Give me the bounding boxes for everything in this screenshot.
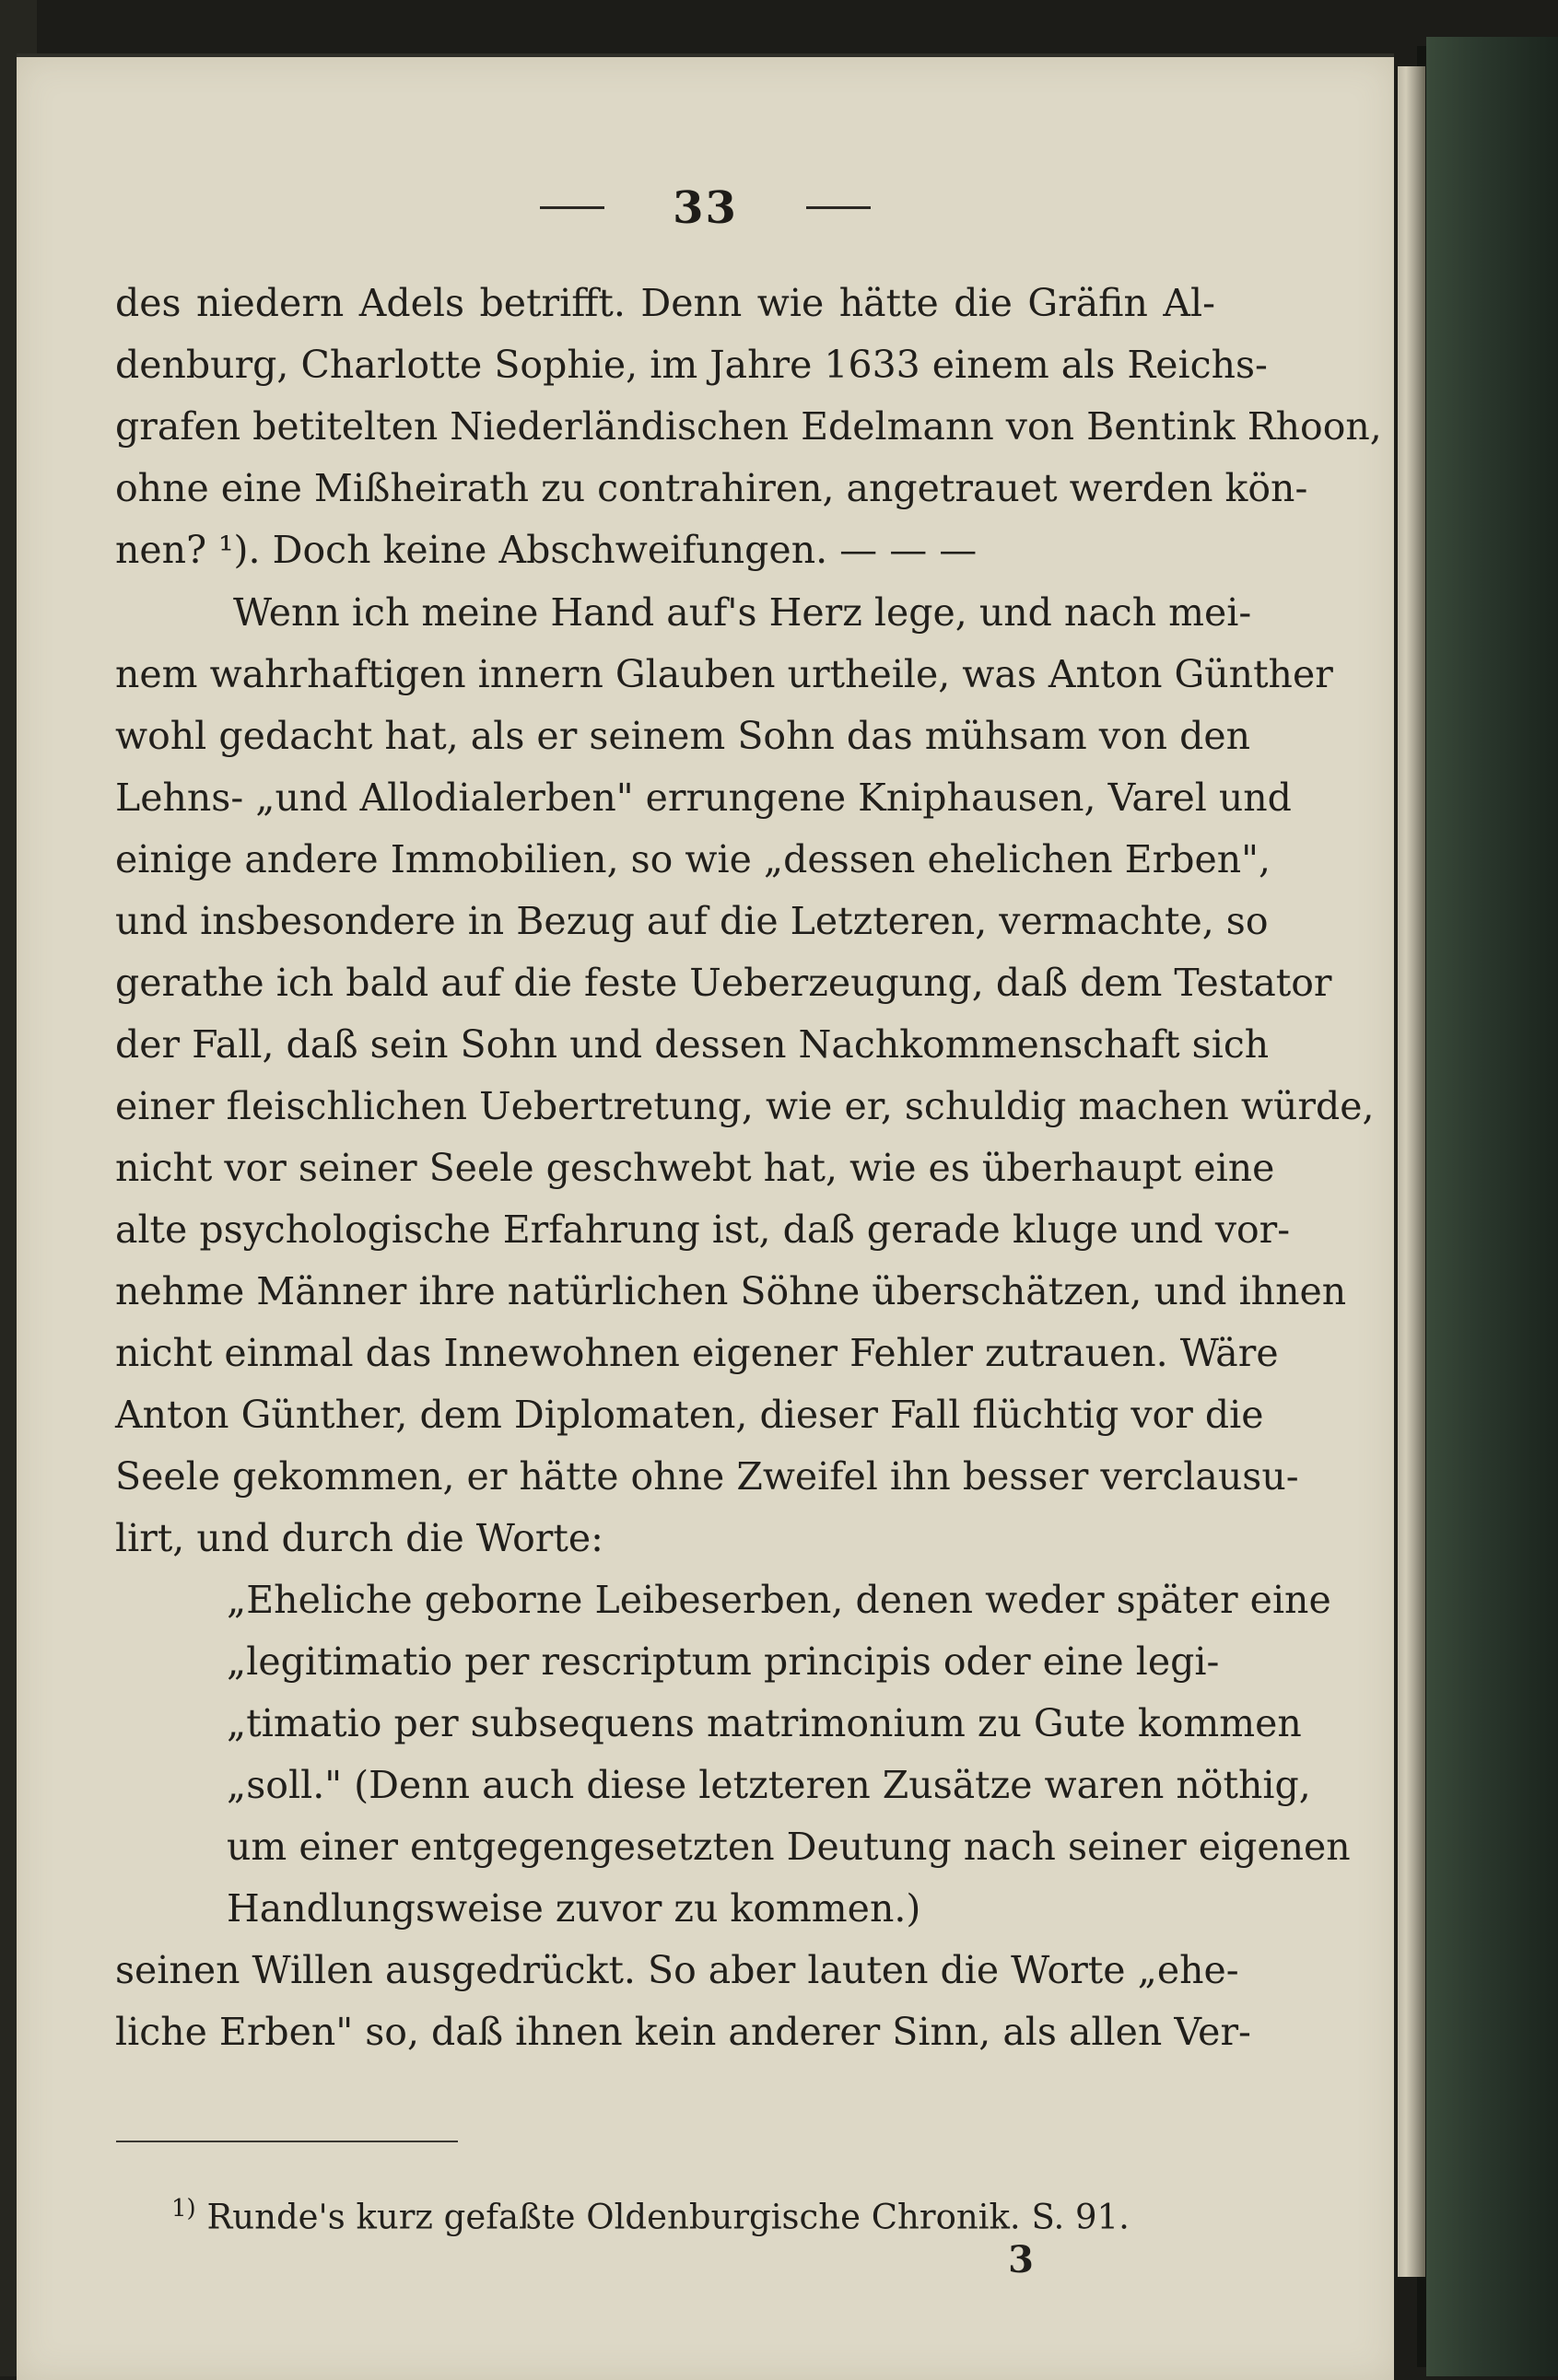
text-line: gerathe ich bald auf die feste Ueberzeugung, daß dem Testator — [115, 961, 1332, 1005]
page-header — [17, 179, 1394, 243]
header-dash-left — [540, 206, 604, 209]
footnote-text: Runde's kurz gefaßte Oldenburgische Chronik. S. 91. — [206, 2197, 1130, 2237]
page-number: 33 — [673, 181, 738, 234]
text-line: Seele gekommen, er hätte ohne Zweifel ihn besser verclausu- — [115, 1454, 1299, 1499]
footnote-rule — [116, 2141, 458, 2142]
text-line: nicht vor seiner Seele geschwebt hat, wie es überhaupt eine — [115, 1146, 1275, 1190]
text-line: einige andere Immobilien, so wie „dessen ehelichen Erben", — [115, 837, 1271, 881]
page-stack-edge — [1398, 66, 1425, 2277]
quote-line: „soll." (Denn auch diese letzteren Zusätze waren nöthig, — [227, 1763, 1311, 1807]
text-line: wohl gedacht hat, als er seinem Sohn das mühsam von den — [115, 714, 1250, 758]
text-line: lirt, und durch die Worte: — [115, 1516, 603, 1560]
text-line: der Fall, daß sein Sohn und dessen Nachkommenschaft sich — [115, 1022, 1270, 1067]
footnote-marker: 1) — [171, 2195, 196, 2222]
text-line: seinen Willen ausgedrückt. So aber lauten die Worte „ehe- — [115, 1948, 1239, 1992]
text-line: alte psychologische Erfahrung ist, daß gerade kluge und vor- — [115, 1208, 1291, 1252]
signature-mark: 3 — [1008, 2238, 1034, 2281]
quote-line: um einer entgegengesetzten Deutung nach seiner eigenen — [227, 1825, 1351, 1869]
text-line: Lehns- „und Allodialerben" errungene Kniphausen, Varel und — [115, 776, 1292, 820]
text-line: ohne eine Mißheirath zu contrahiren, angetrauet werden kön- — [115, 466, 1308, 510]
text-line: nen? ¹). Doch keine Abschweifungen. — — — — [115, 528, 978, 572]
book-page — [17, 53, 1394, 2380]
text-line: denburg, Charlotte Sophie, im Jahre 1633 einem als Reichs- — [115, 343, 1268, 387]
text-line: und insbesondere in Bezug auf die Letzteren, vermachte, so — [115, 899, 1269, 943]
quote-line: Handlungsweise zuvor zu kommen.) — [227, 1886, 921, 1931]
quote-line: „Eheliche geborne Leibeserben, denen weder später eine — [227, 1578, 1331, 1622]
text-line: nehme Männer ihre natürlichen Söhne überschätzen, und ihnen — [115, 1269, 1347, 1313]
text-line: Wenn ich meine Hand auf's Herz lege, und nach mei- — [233, 590, 1252, 635]
header-dash-right — [806, 206, 871, 209]
text-line: nicht einmal das Innewohnen eigener Fehler zutrauen. Wäre — [115, 1331, 1279, 1375]
footnote — [171, 2181, 1139, 2236]
text-line: grafen betitelten Niederländischen Edelmann von Bentink Rhoon, — [115, 404, 1382, 449]
text-line: nem wahrhaftigen innern Glauben urtheile, was Anton Günther — [115, 652, 1333, 696]
text-line: Anton Günther, dem Diplomaten, dieser Fall flüchtig vor die — [115, 1393, 1264, 1437]
text-line: einer fleischlichen Uebertretung, wie er, schuldig machen würde, — [115, 1084, 1375, 1128]
text-line: des niedern Adels betrifft. Denn wie hätte die Gräfin Al- — [115, 281, 1215, 325]
text-line: liche Erben" so, daß ihnen kein anderer Sinn, als allen Ver- — [115, 2010, 1251, 2054]
book-cover-board — [1426, 37, 1558, 2376]
quote-line: „timatio per subsequens matrimonium zu Gute kommen — [227, 1701, 1302, 1745]
quote-line: „legitimatio per rescriptum principis oder eine legi- — [227, 1639, 1220, 1684]
